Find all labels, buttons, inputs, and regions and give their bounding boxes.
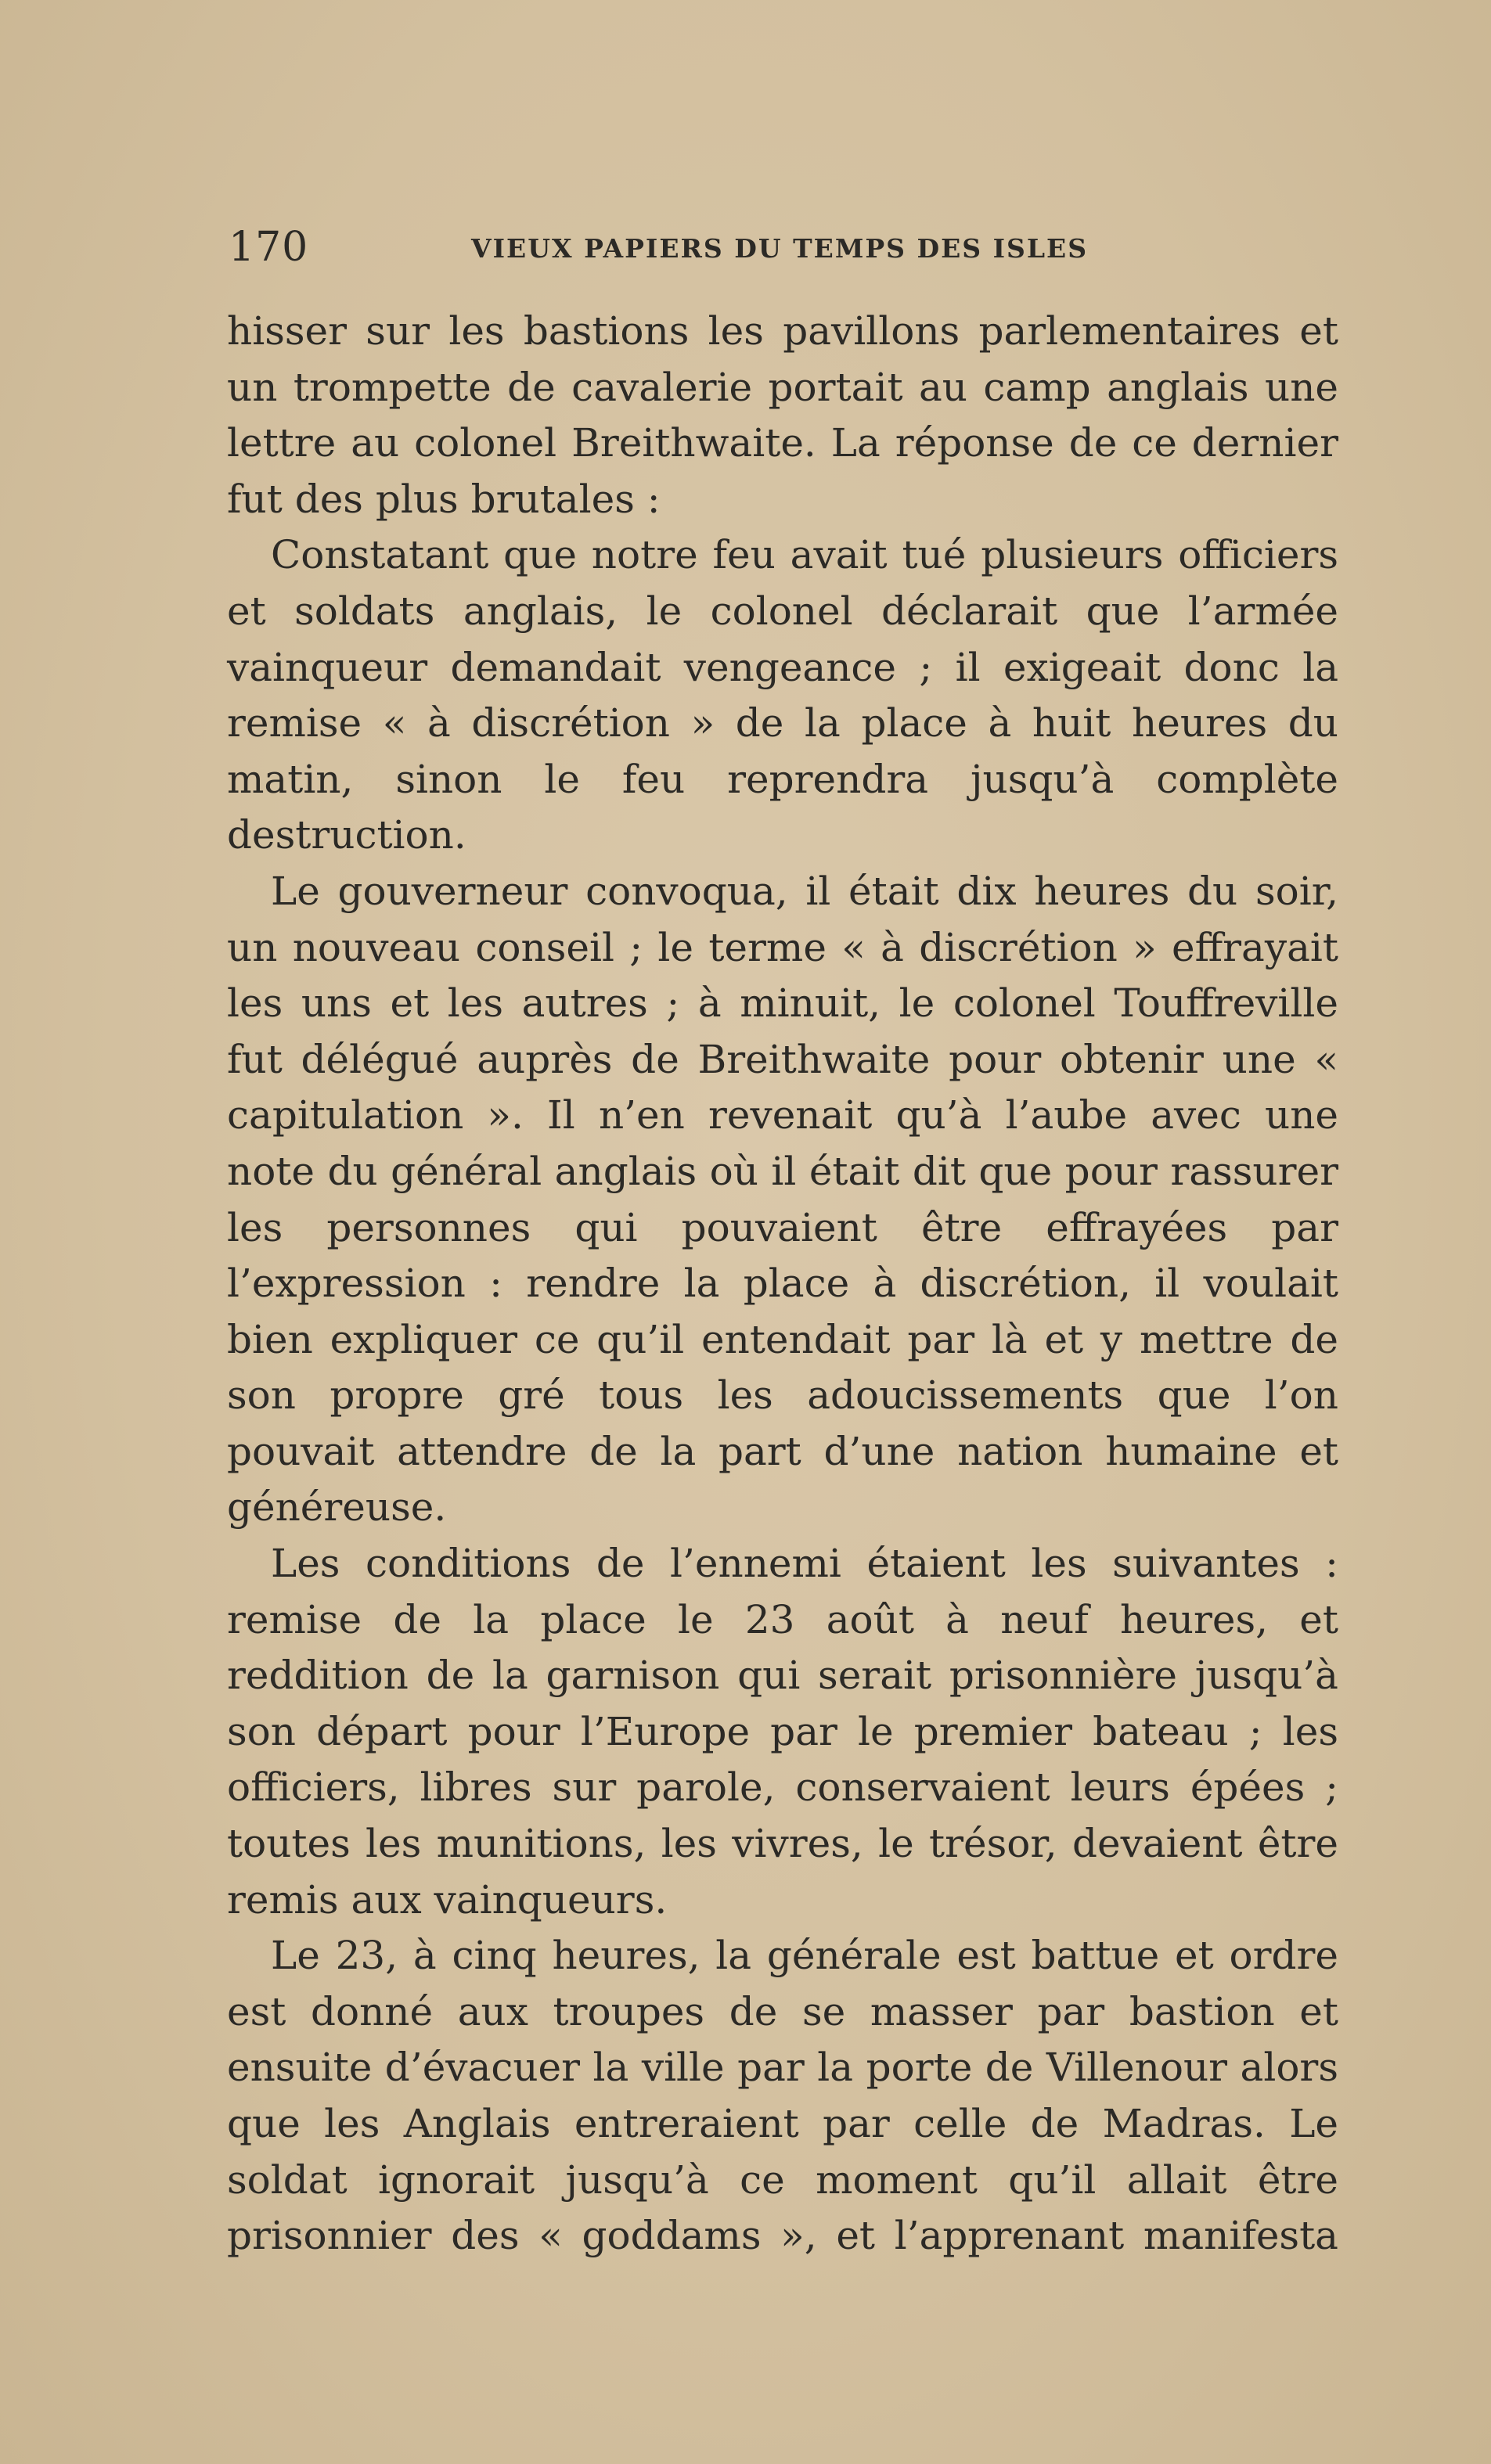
- paragraph-1: hisser sur les bastions les pavillons parlementaires et un trompette de cavalerie portait au camp anglais une lettre au colonel Breithwaite. La réponse de ce dernier fut des plus brutales :: [227, 308, 1338, 522]
- body-text: [227, 304, 1338, 2260]
- paragraph-5: Le 23, à cinq heures, la générale est battue et ordre est donné aux troupes de se masser par bastion et ensuite d’évacuer la ville par la porte de Villenour alors que les Anglais entreraient par celle de Madras. Le soldat ignorait jusqu’à ce moment qu’il allait être prisonnier des « goddams », et l’apprenant manifesta: [227, 1933, 1338, 2259]
- page-number: 170: [229, 224, 309, 271]
- paragraph-3: Le gouverneur convoqua, il était dix heures du soir, un nouveau conseil ; le terme « à discrétion » effrayait les uns et les autres ; à minuit, le colonel Touffreville fut délégué auprès de Breithwaite pour obtenir une « capitulation ». Il n’en revenait qu’à l’aube avec une note du général anglais où il était dit que pour rassurer les personnes qui pouvaient être effrayées par l’expression : rendre la place à discrétion, il voulait bien expliquer ce qu’il entendait par là et y mettre de son propre gré tous les adoucissements que l’on pouvait attendre de la part d’une nation humaine et généreuse.: [227, 868, 1338, 1531]
- paragraph-4: Les conditions de l’ennemi étaient les suivantes : remise de la place le 23 août à neuf heures, et reddition de la garnison qui serait prisonnière jusqu’à son départ pour l’Europe par le premier bateau ; les officiers, libres sur parole, conservaient leurs épées ; toutes les munitions, les vivres, le trésor, devaient être remis aux vainqueurs.: [227, 1541, 1338, 1923]
- running-title: VIEUX PAPIERS DU TEMPS DES ISLES: [471, 233, 1089, 264]
- running-head: [227, 224, 1338, 271]
- paragraph-2: Constatant que notre feu avait tué plusieurs officiers et soldats anglais, le colonel déclarait que l’armée vainqueur demandait vengeance ; il exigeait donc la remise « à discrétion » de la place à huit heures du matin, sinon le feu reprendra jusqu’à complète destruction.: [227, 532, 1338, 858]
